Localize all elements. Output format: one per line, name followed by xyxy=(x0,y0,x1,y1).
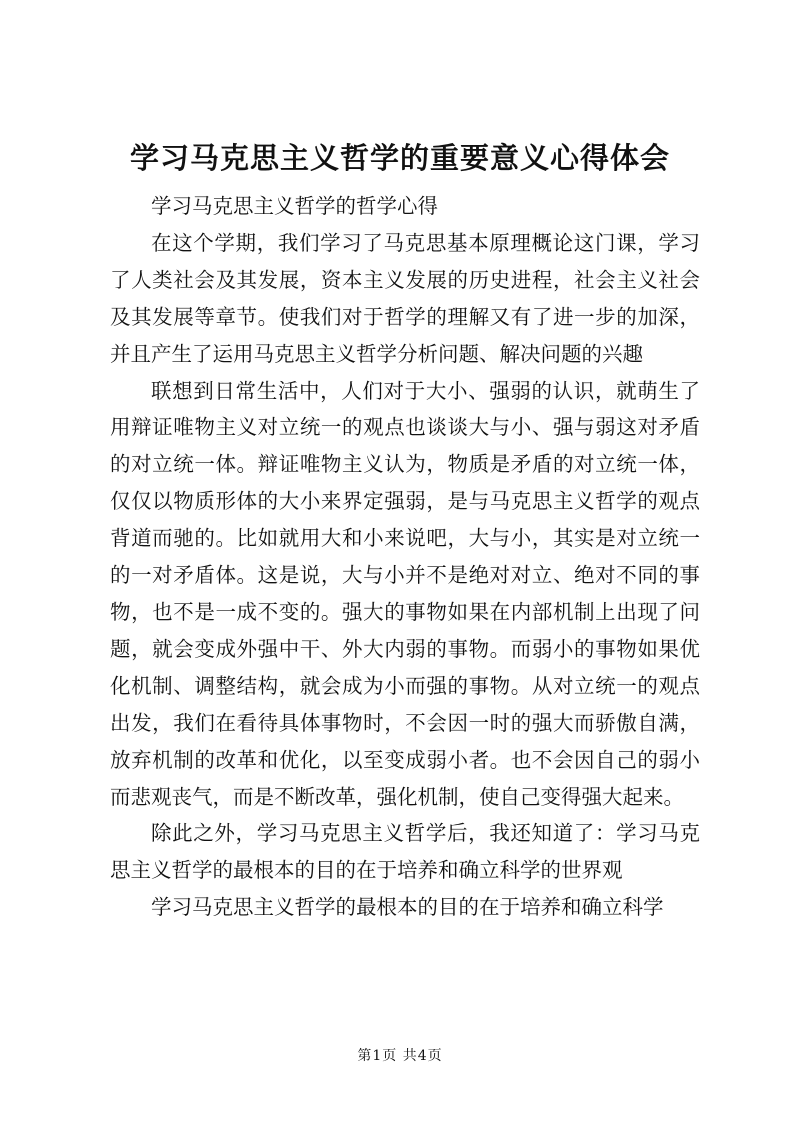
document-body xyxy=(110,188,700,926)
paragraph-subtitle: 学习马克思主义哲学的哲学心得 xyxy=(151,194,438,218)
paragraph-worldview: 除此之外，学习马克思主义哲学后，我还知道了：学习马克思主义哲学的最根本的目的在于培养和确立科学的世界观 xyxy=(110,821,700,883)
page-number-footer: 第1页 共4页 xyxy=(357,1048,443,1064)
document-title: 学习马克思主义哲学的重要意义心得体会 xyxy=(129,141,670,175)
paragraph-intro: 在这个学期，我们学习了马克思基本原理概论这门课，学习了人类社会及其发展，资本主义发展的历史进程，社会主义社会及其发展等章节。使我们对于哲学的理解又有了进一步的加深，并且产生了运用马克思主义哲学分析问题、解决问题的兴趣 xyxy=(110,230,700,366)
paragraph-continued: 学习马克思主义哲学的最根本的目的在于培养和确立科学 xyxy=(151,895,664,920)
paragraph-dialectics: 联想到日常生活中，人们对于大小、强弱的认识，就萌生了用辩证唯物主义对立统一的观点也谈谈大与小、强与弱这对矛盾的对立统一体。辩证唯物主义认为，物质是矛盾的对立统一体，仅仅以物质形体的大小来界定强弱，是与马克思主义哲学的观点背道而驰的。比如就用大和小来说吧，大与小，其实是对立统一的一对矛盾体。这是说，大与小并不是绝对对立、绝对不同的事物，也不是一成不变的。强大的事物如果在内部机制上出现了问题，就会变成外强中干、外大内弱的事物。而弱小的事物如果优化机制、调整结构，就会成为小而强的事物。从对立统一的观点出发，我们在看待具体事物时，不会因一时的强大而骄傲自满，放弃机制的改革和优化，以至变成弱小者。也不会因自己的弱小而悲观丧气，而是不断改革，强化机制，使自己变得强大起来。 xyxy=(110,378,700,809)
